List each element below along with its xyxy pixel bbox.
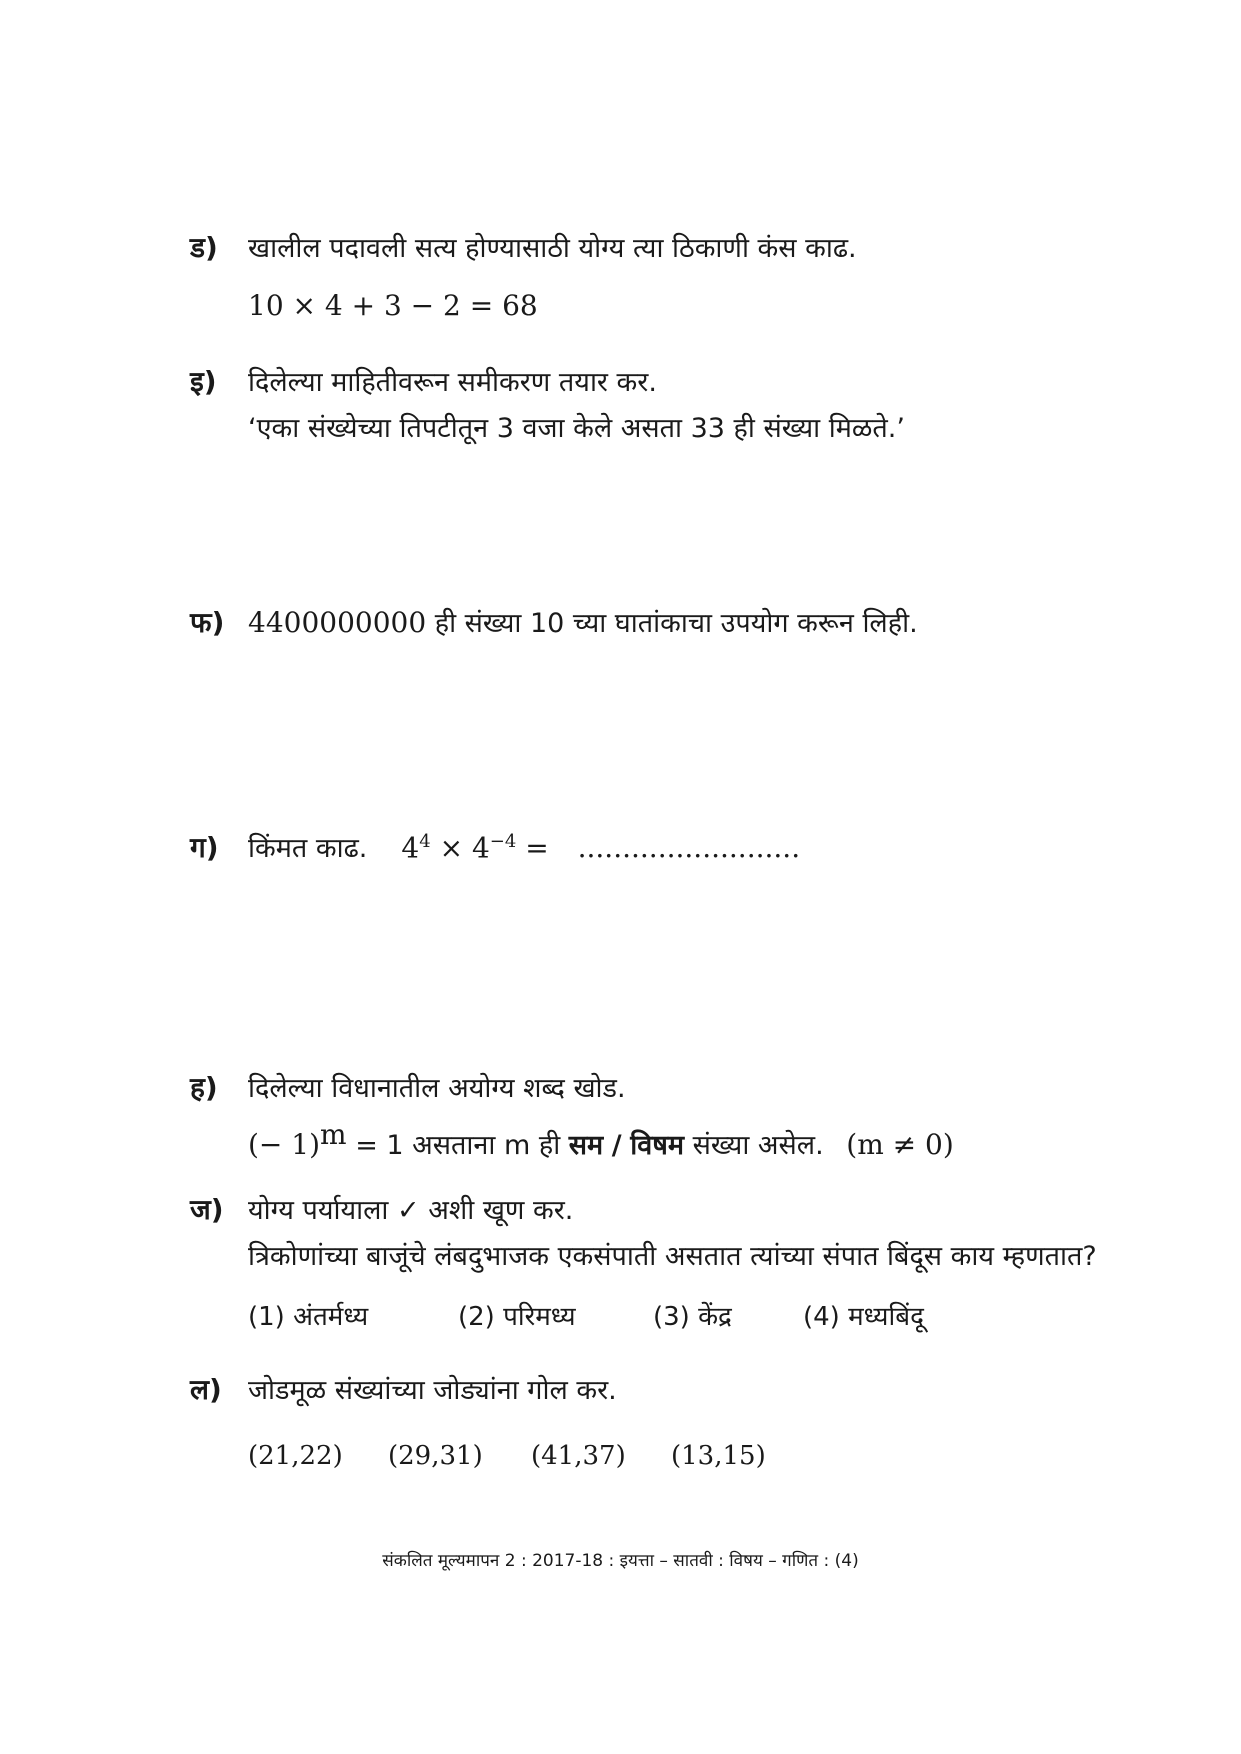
option-odd: विषम [630, 1130, 685, 1161]
pair-item[interactable]: (13,15) [671, 1441, 766, 1471]
page-footer: संकलित मूल्यमापन 2 : 2017-18 : इयत्ता – सातवी : विषय – गणित : (4) [382, 1551, 859, 1571]
question-g [190, 828, 1150, 867]
condition: (m ≠ 0) [846, 1128, 954, 1161]
question-text: योग्य पर्यायाला [248, 1195, 389, 1226]
statement: (− 1)$^m$ = 1 असताना m ही सम / विषम संख्या असेल. (m ≠ 0) [248, 1118, 954, 1161]
question-h [190, 1068, 1150, 1164]
question-label: इ) [190, 365, 217, 398]
question-j: ज) योग्य पर्यायाला ✓ अशी खूण कर. त्रिकोणांच्या बाजूंचे लंबदुभाजक एकसंपाती असतात त्यांच्या संपात बिंदूस काय म्हणतात? (1) अंतर्मध्य (2) परिमध्य (3) केंद्र (4) मध्यबिंदू [190, 1190, 1150, 1333]
question-l [190, 1370, 1150, 1471]
question-d [190, 228, 1150, 322]
big-number: 4400000000 [248, 606, 427, 639]
expression: 10 × 4 + 3 − 2 = 68 [248, 289, 538, 322]
option-item[interactable]: (1) अंतर्मध्य [248, 1302, 369, 1332]
question-quote: ‘एका संख्येच्या तिपटीतून 3 वजा केले असता 33 ही संख्या मिळते.’ [248, 413, 905, 444]
question-body: त्रिकोणांच्या बाजूंचे लंबदुभाजक एकसंपाती असतात त्यांच्या संपात बिंदूस काय म्हणतात? [248, 1241, 1097, 1272]
option-item[interactable]: (3) केंद्र [653, 1302, 732, 1332]
pair-item[interactable]: (29,31) [388, 1441, 483, 1471]
pairs-list [248, 1441, 1150, 1471]
power-expression: $4^4 \times 4^{-4}$ = ......................... [401, 830, 801, 864]
option-item[interactable]: (4) मध्यबिंदू [803, 1302, 924, 1332]
options-list [248, 1297, 1150, 1333]
question-label: फ) [190, 606, 225, 639]
question-label: ग) [190, 831, 219, 864]
question-text: दिलेल्या विधानातील अयोग्य शब्द खोड. [248, 1073, 626, 1104]
question-i [190, 362, 1150, 447]
question-label: ह) [190, 1071, 218, 1104]
tick-icon: ✓ [397, 1195, 420, 1226]
question-label: ल) [190, 1373, 222, 1406]
question-label: ड) [190, 231, 218, 264]
option-even: सम [568, 1130, 604, 1161]
question-text: जोडमूळ संख्यांच्या जोड्यांना गोल कर. [248, 1375, 617, 1406]
question-label: ज) [190, 1193, 224, 1226]
question-f [190, 603, 1150, 642]
question-text: दिलेल्या माहितीवरून समीकरण तयार कर. [248, 367, 657, 398]
question-text: किंमत काढ. [248, 833, 368, 864]
option-item[interactable]: (2) परिमध्य [458, 1302, 576, 1332]
question-text: ही संख्या 10 च्या घातांकाचा उपयोग करून लिही. [434, 608, 918, 639]
question-text: खालील पदावली सत्य होण्यासाठी योग्य त्या ठिकाणी कंस काढ. [248, 233, 857, 264]
pair-item[interactable]: (21,22) [248, 1441, 343, 1471]
answer-blank: ......................... [577, 831, 801, 864]
pair-item[interactable]: (41,37) [531, 1441, 626, 1471]
